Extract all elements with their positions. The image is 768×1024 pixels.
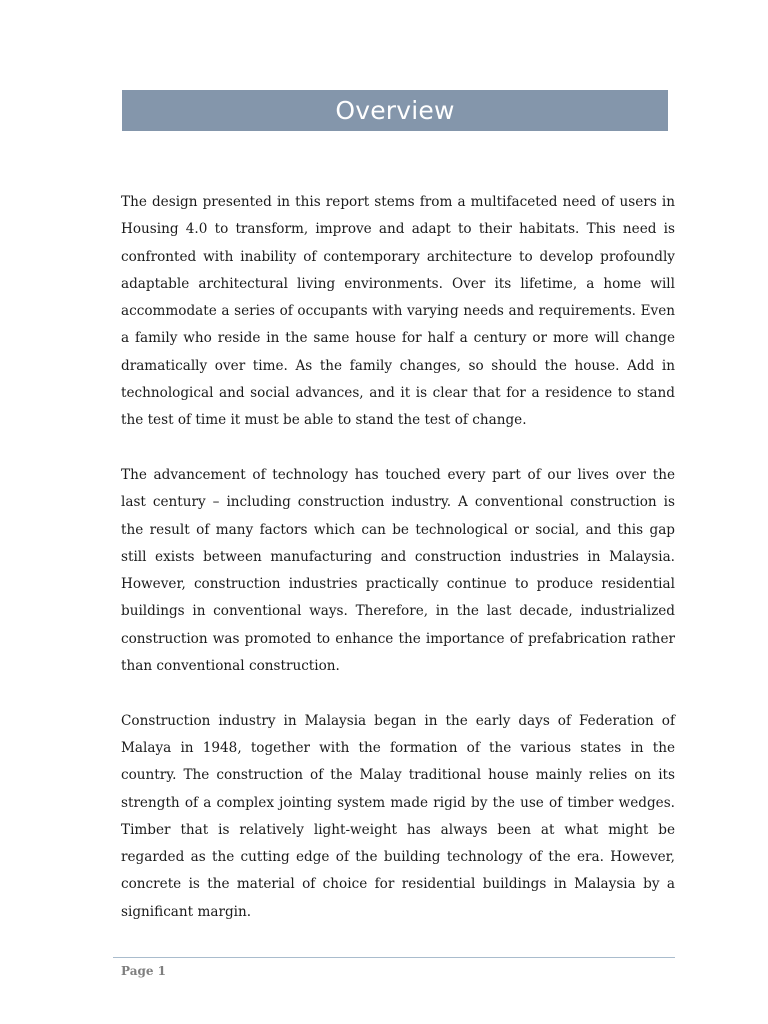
page-title: Overview xyxy=(335,96,455,125)
footer-divider xyxy=(113,957,675,958)
page-number: Page 1 xyxy=(121,964,167,978)
body-text xyxy=(121,189,675,953)
paragraph-3: Construction industry in Malaysia began in the early days of Federation of Malaya in 1948, together with the formation of the various states in the country. The construction of the Malay traditional house mainly relies on its strength of a complex jointing system made rigid by the use of timber wedges. Timber that is relatively light-weight has always been at what might be regarded as the cutting edge of the building technology of the era. However, concrete is the material of choice for residential buildings in Malaysia by a significant margin. xyxy=(121,712,675,920)
paragraph-2: The advancement of technology has touched every part of our lives over the last century – including construction industry. A conventional construction is the result of many factors which can be technological or social, and this gap still exists between manufacturing and construction industries in Malaysia. However, construction industries practically continue to produce residential buildings in conventional ways. Therefore, in the last decade, industrialized construction was promoted to enhance the importance of prefabrication rather than conventional construction. xyxy=(121,466,675,675)
title-banner xyxy=(122,90,668,131)
paragraph-1: The design presented in this report stems from a multifaceted need of users in Housing 4.0 to transform, improve and adapt to their habitats. This need is confronted with inability of contemporary architecture to develop profoundly adaptable architectural living environments. Over its lifetime, a home will accommodate a series of occupants with varying needs and requirements. Even a family who reside in the same house for half a century or more will change dramatically over time. As the family changes, so should the house. Add in technological and social advances, and it is clear that for a residence to stand the test of time it must be able to stand the test of change. xyxy=(121,194,675,429)
